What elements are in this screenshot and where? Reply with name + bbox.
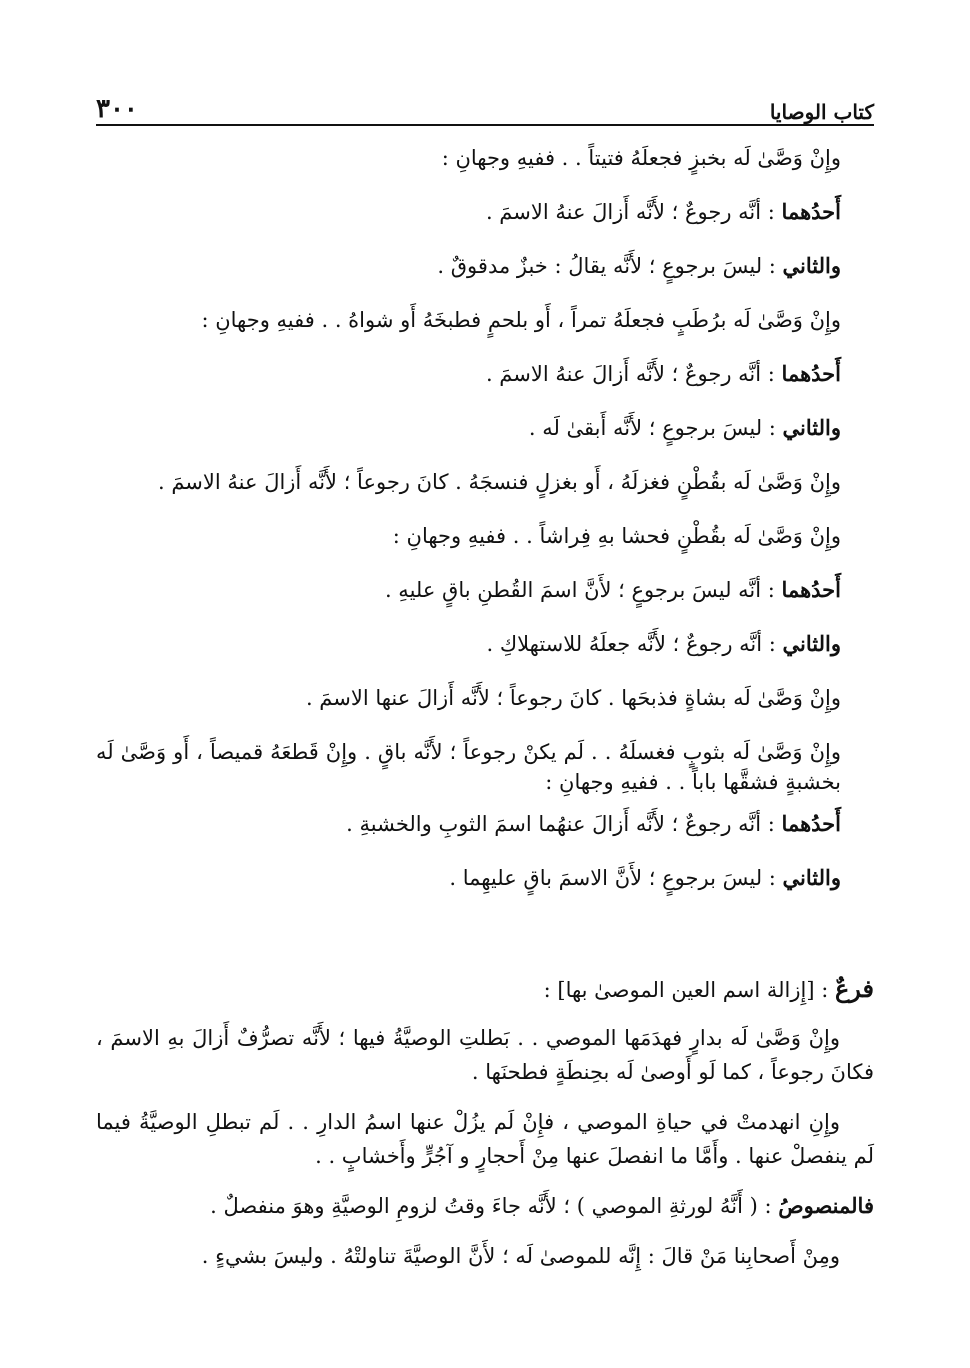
paragraph: أَحدُهما : أنَّه رجوعٌ ؛ لأَنَّه أَزالَ عنهُ الاسمَ . [485, 361, 841, 386]
header-rule [96, 124, 874, 126]
paragraph: أَحدُهما : أنَّه ليسَ برجوعٍ ؛ لأَنَّ اسمَ القُطنِ باقٍ عليهِ . [384, 577, 841, 602]
section-heading [96, 972, 874, 1007]
paragraph: وإِنْ وَصَّىٰ لَه بشاةٍ فذبحَها . كانَ رجوعاً ؛ لأَنَّه أَزالَ عنها الاسمَ . [305, 686, 841, 710]
paragraph: وإِنْ وَصَّىٰ لَه بقُطْنٍ فغزلَهُ ، أَو بغزلٍ فنسجَهُ . كانَ رجوعاً ؛ لأَنَّه أَزالَ عنهُ الاسمَ . [157, 470, 841, 494]
paragraph: وإِنْ وَصَّىٰ لَه بخبزٍ فجعلَهُ فتيتاً . . ففيهِ وجهانِ : [441, 146, 841, 170]
paragraph: والثاني : أنَّه رجوعٌ ؛ لأَنَّه جعلَهُ للاستهلاكِ . [486, 631, 841, 656]
paragraph: والثاني : ليسَ برجوعٍ ؛ لأَنَّه أَبقىٰ لَه . [528, 415, 841, 440]
lead-word: أَحدُهما [781, 577, 841, 602]
lead-word: أَحدُهما [781, 811, 841, 836]
far-label: فرعٌ [834, 974, 874, 1003]
paragraph: وإِنْ وَصَّىٰ لَه برُطَبٍ فجعلَهُ تمراً ، أَو بلحمٍ فطبخَهُ أَو شواهُ . . ففيهِ وجهانِ : [201, 308, 841, 332]
lead-word: أَحدُهما [781, 361, 841, 386]
paragraph: وإِنْ وَصَّىٰ لَه بقُطْنٍ فحشا بهِ فِراشاً . . ففيهِ وجهانِ : [392, 524, 841, 548]
far-title: : [إِزالة اسم العين الموصىٰ بها] : [543, 978, 835, 1002]
paragraph: والثاني : ليسَ برجوعٍ ؛ لأَنَّه يقالُ : خبزٌ مدقوقٌ . [437, 253, 841, 278]
far-section [96, 972, 874, 1289]
lead-word: أَحدُهما [781, 199, 841, 224]
lead-word: والثاني [782, 253, 841, 278]
page-header [96, 82, 874, 122]
page-number: ٣٠٠ [96, 94, 138, 124]
paragraph: أَحدُهما : أنَّه رجوعٌ ؛ لأَنَّه أَزالَ عنهُ الاسمَ . [485, 199, 841, 224]
paragraph: وإِنْ وَصَّىٰ لَه بثوبٍ فغسلَهُ . . لَم يكنْ رجوعاً ؛ لأَنَّه باقٍ . وإِنْ قَطعَهُ قميصاً ، أَو وَصَّىٰ لَه بخشبةٍ فشقَّها باباً . . ففيهِ وجهانِ : [96, 740, 841, 794]
lead-word: فالمنصوصُ [778, 1193, 874, 1218]
lead-word: والثاني [782, 631, 841, 656]
paragraph: وإِنِ انهدمتْ في حياةِ الموصي ، فإِنْ لَم يزُلْ عنها اسمُ الدارِ . . لَم تبطلِ الوصيَّةُ فيما لَم ينفصلْ عنها . وأَمَّا ما انفصلَ عنها مِنْ أَحجارٍ و آجُرٍّ وأَخشابٍ . . [96, 1110, 874, 1168]
paragraph: وإِنْ وَصَّىٰ لَه بدارٍ فهدَمَها الموصي . . بَطلتِ الوصيَّةُ فيها ؛ لأَنَّه تصرُّفٌ أَزالَ بهِ الاسمَ ، فكانَ رجوعاً ، كما لَو أَوصىٰ لَه بحِنطَةٍ فطحنَها . [96, 1026, 874, 1084]
lead-word: والثاني [782, 415, 841, 440]
paragraph: والثاني : ليسَ برجوعٍ ؛ لأَنَّ الاسمَ باقٍ عليهِما . [449, 865, 841, 890]
main-text [96, 143, 841, 917]
lead-word: والثاني [782, 865, 841, 890]
paragraph: ومِنْ أَصحابِنا مَنْ قالَ : إِنَّه للموصىٰ لَه ؛ لأَنَّ الوصيَّةَ تناولتْهُ . وليسَ بشيءٍ . [201, 1244, 840, 1268]
paragraph: فالمنصوصُ : ( أَنَّهُ لورثةِ الموصي ) ؛ لأَنَّه جاءَ وقتُ لزومِ الوصيَّةِ وهوَ منفصلٌ . [210, 1193, 874, 1218]
book-title: كتاب الوصايا [769, 100, 874, 124]
paragraph: أَحدُهما : أنَّه رجوعٌ ؛ لأَنَّه أَزالَ عنهُما اسمَ الثوبِ والخشبةِ . [346, 811, 841, 836]
